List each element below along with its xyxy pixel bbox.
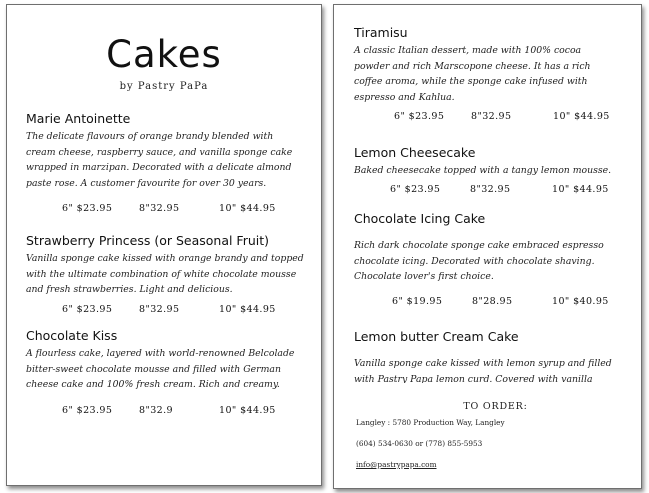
item-name: Strawberry Princess (or Seasonal Fruit) [26, 233, 270, 248]
item-prices [26, 203, 313, 217]
menu-item-lemon-cheesecake [354, 145, 633, 198]
item-prices [26, 405, 313, 419]
order-heading: TO ORDER: [463, 401, 528, 412]
price-10-inch: 10" $44.95 [219, 203, 276, 214]
order-address: Langley : 5780 Production Way, Langley [356, 418, 505, 427]
price-10-inch: 10" $44.95 [553, 111, 610, 122]
menu-title: Cakes [106, 33, 222, 76]
item-name: Chocolate Icing Cake [354, 211, 486, 226]
menu-byline: by Pastry PaPa [119, 81, 209, 92]
price-8-inch: 8"32.95 [471, 111, 512, 122]
menu-page-left [6, 4, 322, 486]
price-10-inch: 10" $40.95 [552, 295, 609, 307]
item-description: Vanilla sponge cake kissed with orange brandy and topped with the ultimate combination of white chocolate mousse and fresh strawberries. Light and delicious. [26, 253, 304, 295]
item-name: Chocolate Kiss [26, 328, 118, 343]
price-10-inch: 10" $44.95 [219, 303, 276, 315]
price-8-inch: 8"32.9 [139, 404, 173, 416]
item-name: Tiramisu [354, 25, 408, 40]
price-6-inch: 6" $23.95 [394, 111, 445, 122]
item-name: Lemon butter Cream Cake [354, 329, 519, 344]
item-description: A classic Italian dessert, made with 100% cocoa powder and rich Marscopone cheese. It has a rich coffee aroma, while the sponge cake infused with espresso and Kahlua. [354, 45, 591, 103]
price-10-inch: 10" $44.95 [552, 183, 609, 195]
price-6-inch: 6" $23.95 [62, 404, 113, 416]
menu-item-chocolate-icing-cake [354, 211, 633, 310]
menu-item-lemon-butter-cream-cake [354, 329, 633, 383]
price-6-inch: 6" $23.95 [62, 303, 113, 315]
menu-item-strawberry-princess [26, 233, 313, 318]
order-phone: (604) 534-0630 or (778) 855-5953 [356, 439, 483, 448]
price-6-inch: 6" $23.95 [390, 183, 441, 195]
order-email: info@pastrypapa.com [356, 460, 437, 469]
item-prices [354, 296, 633, 310]
price-8-inch: 8"28.95 [472, 295, 513, 307]
item-description: Baked cheesecake topped with a tangy lemon mousse. [354, 165, 612, 176]
item-prices [26, 304, 313, 318]
price-6-inch: 6" $23.95 [62, 203, 113, 214]
menu-item-tiramisu [354, 25, 633, 125]
menu-item-chocolate-kiss [26, 328, 313, 419]
item-description: The delicate flavours of orange brandy blended with cream cheese, raspberry sauce, and vanilla sponge cake wrapped in marzipan. Decorated with a delicate almond paste rose. A customer favourite for over 30 years. [26, 131, 293, 189]
price-8-inch: 8"32.95 [139, 203, 180, 214]
order-info [356, 401, 635, 481]
price-6-inch: 6" $19.95 [392, 295, 443, 307]
item-description: Rich dark chocolate sponge cake embraced espresso chocolate icing. Decorated with chocolate shaving. Chocolate lover's first choice. [354, 240, 604, 282]
item-prices [354, 111, 633, 125]
price-8-inch: 8"32.95 [470, 183, 511, 195]
menu-item-marie-antoinette [26, 111, 313, 217]
item-name: Marie Antoinette [26, 111, 131, 126]
menu-page-right [333, 4, 642, 489]
item-description: Vanilla sponge cake kissed with lemon syrup and filled with Pastry Papa lemon curd. Covered with vanilla [354, 358, 612, 383]
item-description: A flourless cake, layered with world-renowned Belcolade bitter-sweet chocolate mousse and filled with German cheese cake and 100% fresh cream. Rich and creamy. [26, 348, 295, 390]
price-8-inch: 8"32.95 [139, 303, 180, 315]
price-10-inch: 10" $44.95 [219, 404, 276, 416]
item-name: Lemon Cheesecake [354, 145, 476, 160]
item-prices [354, 184, 633, 198]
